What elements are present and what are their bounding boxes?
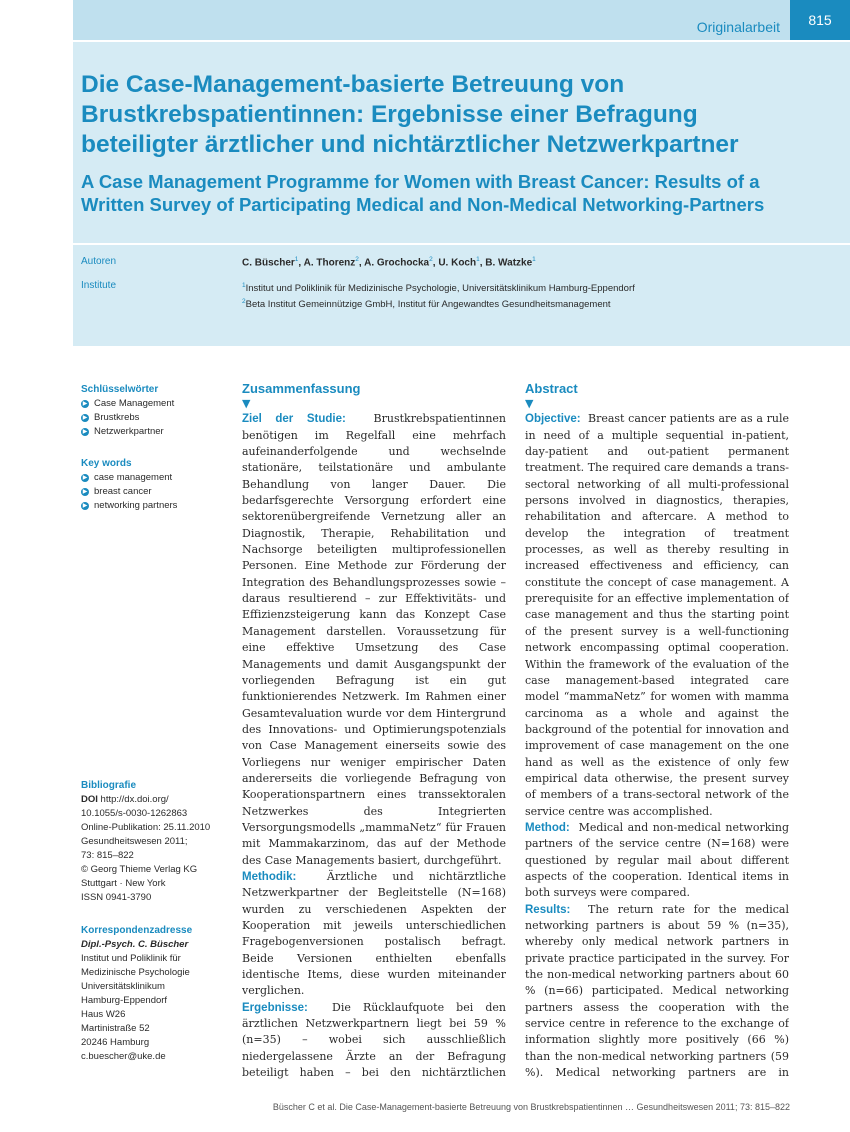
abstract-de-section (242, 1000, 506, 1081)
corr-line: Universitätsklinikum (81, 981, 165, 992)
author: A. Grochocka (364, 257, 430, 269)
keywords-english (81, 457, 231, 513)
correspondence (81, 924, 231, 1064)
running-header (73, 0, 850, 42)
email-link[interactable]: c.buescher@uke.de (81, 1051, 166, 1062)
section-text: Ärztliche und nichtärztliche Netzwerkpartner der Begleitstelle (N=168) wurden zu verschiedenen Aspekten der Kooperation mit jeweils unterschiedlichen Fragebogenversionen postalisch befragt. Beide Versionen enthielten ebenfalls identische Items, diese wurden miteinander verglichen. (242, 869, 506, 998)
title-english: A Case Management Programme for Women with Breast Cancer: Results of a Written Survey of Participating Medical and Non-Medical Networking-Partners (81, 171, 765, 215)
keyword-item (81, 397, 231, 411)
author-list: C. Büscher$^1$, A. Thorenz$^2$, A. Grochocka$^2$, U. Koch$^1$, B. Watzke$^1$ (242, 256, 536, 269)
doi-value: 10.1055/s-0030-1262863 (81, 808, 188, 819)
arrow-bullet-icon: ▶ (82, 503, 88, 509)
keywords-german (81, 383, 231, 439)
section-text: Brustkrebspatientinnen benötigen im Regelfall eine mehrfach aufeinanderfolgende und wechselnde stationäre, teilstationäre und ambulante Behandlung von langer Dauer. Die bedarfsgerechte Versorgung erfordert eine sektorenübergreifende Vernetzung aller an Diagnostik, Therapie, Rehabilitation und Nachsorge beteiligten multiprofessionellen Personen. Eine Methode zur Förderung der Integration des Behandlungsprozesses sowie – daraus resultierend – zur Effektivitäts- und Effizienzsteigerung kann das Konzept Case Management darstellen. Voraussetzung für eine effektive Umsetzung des Case Managements und damit Ausgangspunkt der vorliegenden Befragung ist ein gut funktionierendes Netzwerk. Im Rahmen einer Gesamtevaluation wurde vor dem Hintergrund des Innovations- und Optimierungspotenzials von Case Management einerseits sowie des Vorliegens nur weniger empirischer Daten andererseits die vorliegende Befragung von Kooperationspartnern eines transsektoralen Netzwerkes des Integrierten Versorgungsmodells „mammaNetz“ für Frauen mit Mammakarzinom, das auf der Methode des Case Managements basiert, durchgeführt. (242, 412, 506, 867)
corr-line: Haus W26 (81, 1009, 126, 1020)
keyword-text: Brustkrebs (94, 412, 140, 423)
section-label: Method: (525, 821, 570, 834)
page-footer: Büscher C et al. Die Case-Management-basierte Betreuung von Brustkrebspatientinnen … Gesundheitswesen 2011; 73: 815–822 (272, 1102, 790, 1112)
keywords-en-title: Key words (81, 458, 132, 469)
corr-name-text: Dipl.-Psych. C. Büscher (81, 939, 189, 950)
corr-line: Martinistraße 52 (81, 1023, 150, 1034)
doi-line (81, 793, 231, 807)
author: B. Watzke (485, 257, 533, 269)
corr-line: Medizinische Psychologie (81, 967, 190, 978)
keyword-text: case management (94, 472, 173, 483)
keyword-item (81, 411, 231, 425)
institute (242, 280, 635, 296)
divider (73, 243, 850, 245)
author-affiliation: 1 (476, 256, 480, 263)
doi-link[interactable]: http://dx.doi.org/ (100, 794, 169, 805)
correspondence-title: Korrespondenzadresse (81, 925, 193, 936)
arrow-bullet-icon: ▶ (82, 401, 88, 407)
institute-text: Institut und Poliklinik für Medizinische Psychologie, Universitätsklinikum Hamburg-Eppendorf (245, 283, 635, 295)
abstract-english (525, 381, 789, 1081)
arrow-bullet-icon: ▶ (82, 475, 88, 481)
institute-number: 2 (242, 297, 246, 305)
keyword-text: networking partners (94, 500, 178, 511)
author: C. Büscher (242, 257, 295, 269)
author-affiliation: 2 (355, 256, 359, 263)
abstract-de-heading: Zusammenfassung (242, 381, 361, 396)
section-label: Ziel der Studie: (242, 413, 346, 426)
bib-line: Online-Publikation: 25.11.2010 (81, 822, 211, 833)
section-text: The return rate for the medical networking partners is about 59 % (n=35), whereby only medical network partners in private practice participated in the survey. For the non-medical networking partners about 60 % (n=66) participated. Medical networking partners assess the cooperation with the service centre in reference to the exchange of information slightly more positively (66 %) than the non-medical networking partners (59 %). Medical networking partners are in (525, 902, 789, 1080)
keyword-text: breast cancer (94, 486, 152, 497)
institute-list (242, 280, 635, 311)
abstract-en-section (525, 820, 789, 902)
keyword-item (81, 425, 231, 439)
bibliography (81, 779, 231, 905)
institute-text: Beta Institut Gemeinnützige GmbH, Institut für Angewandtes Gesundheitsmanagement (245, 298, 611, 310)
keyword-text: Netzwerkpartner (94, 426, 164, 437)
arrow-bullet-icon: ▶ (82, 429, 88, 435)
section-text: Die Rücklaufquote bei den ärztlichen Netzwerkpartnern liegt bei 59 % (n=35) – wobei sich ausschließlich niedergelassene Ärzte an der Befragung beteiligt haben – bei den nichtärztlichen (242, 1000, 506, 1080)
section-label: Ergebnisse: (242, 1001, 308, 1014)
section-text: Breast cancer patients are as a rule in need of a multiple sequential in-patient, day-patient and out-patient permanent treatment. The required care demands a trans-sectoral networking of all multi-professional persons involved in diagnostics, therapies, rehabilitation and aftercare. A method to develop the integration of treatment processes, as well as thereby resulting in increased effectiveness and efficiency, can constitute the concept of case management. A prerequisite for an effective implementation of case management and thus the starting point of the present survey is a well-functioning network encompassing optimal cooperation. Within the framework of the evaluation of the case management-based integrated care model “mammaNetz” for women with mamma carcinoma as a whole and against the background of the potential for innovation and improvement of case management on the one hand as well as the existence of only few empirical data otherwise, the present survey of members of a trans-sectoral network of the service centre was accomplished. (525, 412, 789, 818)
bibliography-title: Bibliografie (81, 780, 137, 791)
abstract-german (242, 381, 506, 1081)
triangle-marker-icon: ▼ (242, 397, 251, 411)
bib-line: ISSN 0941-3790 (81, 892, 152, 903)
author: U. Koch (438, 257, 477, 269)
keyword-item (81, 485, 231, 499)
authors-label: Autoren (81, 256, 117, 267)
arrow-bullet-icon: ▶ (82, 415, 88, 421)
abstract-en-heading: Abstract (525, 381, 578, 396)
page-number: 815 (790, 0, 850, 40)
keyword-item (81, 499, 231, 513)
institute-number: 1 (242, 282, 246, 289)
corr-line: 20246 Hamburg (81, 1037, 150, 1048)
triangle-marker-icon: ▼ (525, 397, 534, 411)
author-affiliation: 2 (429, 256, 433, 263)
section-label: Results: (525, 903, 571, 916)
section-label: Objective: (525, 413, 581, 426)
abstract-en-section (525, 902, 789, 1081)
bib-line: 73: 815–822 (81, 850, 134, 861)
section-label: Originalarbeit (696, 19, 780, 35)
corr-line: Institut und Poliklinik für (81, 953, 181, 964)
section-text: Medical and non-medical networking partners of the service centre (N=168) were questioned by regular mail about different aspects of the cooperation. Identical items in both surveys were compared. (525, 820, 789, 900)
keyword-text: Case Management (94, 398, 175, 409)
corr-name (81, 938, 231, 952)
section-label: Methodik: (242, 870, 297, 883)
arrow-bullet-icon: ▶ (82, 489, 88, 495)
bib-line: Gesundheitswesen 2011; (81, 836, 188, 847)
institutes-label: Institute (81, 280, 117, 291)
author: A. Thorenz (303, 257, 356, 269)
abstract-de-section (242, 869, 506, 1000)
author-affiliation: 1 (294, 256, 299, 263)
keyword-item (81, 471, 231, 485)
bib-line: © Georg Thieme Verlag KG (81, 864, 198, 875)
keywords-de-title: Schlüsselwörter (81, 384, 159, 395)
bib-line: Stuttgart · New York (81, 878, 166, 889)
doi-label: DOI (81, 794, 98, 805)
author-affiliation: 1 (532, 256, 536, 263)
institute (242, 296, 635, 312)
abstract-de-section (242, 411, 506, 869)
corr-line: Hamburg-Eppendorf (81, 995, 168, 1006)
title-german: Die Case-Management-basierte Betreuung von Brustkrebspatientinnen: Ergebnisse einer Befragung beteiligter ärztlicher und nichtärztlicher Netzwerkpartner (81, 71, 739, 158)
abstract-en-section (525, 411, 789, 820)
